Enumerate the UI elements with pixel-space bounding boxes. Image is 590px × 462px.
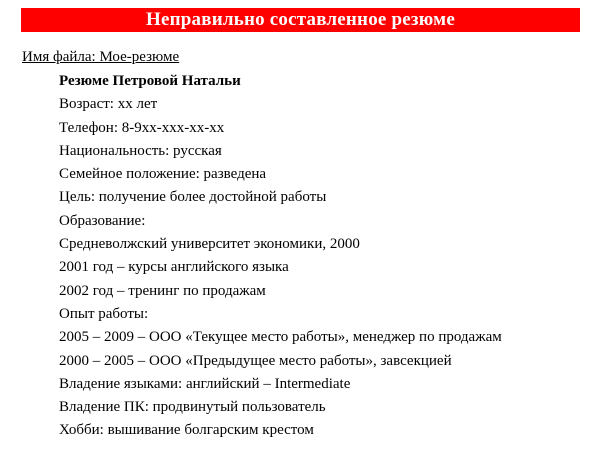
resume-line-current-job: 2005 – 2009 – ООО «Текущее место работы», менеджер по продажам	[59, 329, 502, 346]
resume-line-marital-status: Семейное положение: разведена	[59, 166, 267, 183]
file-name-label: Имя файла: Мое-резюме	[22, 49, 180, 65]
resume-line-sales-training: 2002 год – тренинг по продажам	[59, 282, 266, 299]
resume-heading: Резюме Петровой Натальи	[59, 73, 241, 89]
title-banner	[21, 8, 580, 32]
resume-line-english-courses: 2001 год – курсы английского языка	[59, 259, 289, 276]
resume-line-experience-heading: Опыт работы:	[59, 305, 149, 322]
page-title: Неправильно составленное резюме	[146, 9, 455, 30]
resume-line-pc-skills: Владение ПК: продвинутый пользователь	[59, 399, 326, 416]
resume-line-hobby: Хобби: вышивание болгарским крестом	[59, 422, 314, 439]
resume-line-languages: Владение языками: английский – Intermediate	[59, 375, 351, 392]
resume-line-education-heading: Образование:	[59, 212, 146, 229]
resume-line-age: Возраст: хх лет	[59, 96, 158, 113]
resume-line-university: Средневолжский университет экономики, 2000	[59, 236, 360, 253]
resume-line-previous-job: 2000 – 2005 – ООО «Предыдущее место работы», завсекцией	[59, 352, 452, 369]
resume-line-goal: Цель: получение более достойной работы	[59, 189, 327, 206]
resume-line-phone: Телефон: 8-9хх-ххх-хх-хх	[59, 119, 225, 136]
resume-line-nationality: Национальность: русская	[59, 142, 222, 159]
resume-body	[59, 72, 579, 445]
